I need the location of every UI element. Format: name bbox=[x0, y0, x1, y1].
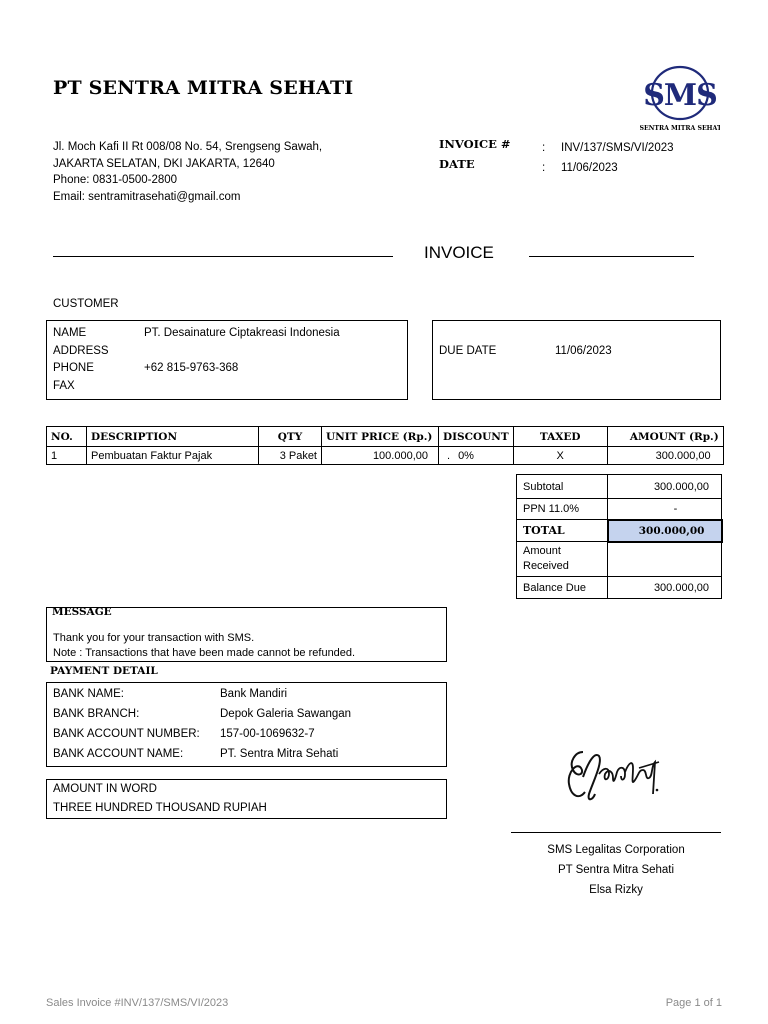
bank-branch-label: BANK BRANCH: bbox=[53, 708, 140, 720]
items-header-row bbox=[47, 427, 724, 447]
company-address bbox=[53, 139, 322, 173]
handwritten-signature-icon bbox=[555, 722, 675, 822]
row-description: Pembuatan Faktur Pajak bbox=[87, 447, 259, 465]
company-name: PT SENTRA MITRA SEHATI bbox=[53, 77, 354, 99]
amount-in-word-label: AMOUNT IN WORD bbox=[53, 783, 157, 795]
header-amount: AMOUNT (Rp.) bbox=[607, 427, 723, 447]
signature-entity: PT Sentra Mitra Sehati bbox=[557, 864, 675, 876]
customer-fax-label: FAX bbox=[53, 380, 75, 392]
logo-caption: SENTRA MITRA SEHATI bbox=[640, 125, 720, 132]
row-taxed: X bbox=[513, 447, 607, 465]
row-unit-price: 100.000,00 bbox=[322, 447, 439, 465]
message-title: MESSAGE bbox=[52, 606, 112, 618]
amount-received-label-2: Received bbox=[523, 560, 569, 572]
footer-invoice-ref: Sales Invoice #INV/137/SMS/VI/2023 bbox=[46, 997, 229, 1009]
due-date-label: DUE DATE bbox=[439, 345, 497, 357]
payment-detail-title: PAYMENT DETAIL bbox=[50, 665, 158, 677]
address-line-1: Jl. Moch Kafi II Rt 008/08 No. 54, Srengseng Sawah, bbox=[53, 141, 323, 153]
invoice-number-label: INVOICE # bbox=[439, 137, 511, 151]
title-rule-right bbox=[529, 256, 694, 257]
customer-phone-value: +62 815-9763-368 bbox=[144, 362, 239, 374]
bank-account-number-value: 157-00-1069632-7 bbox=[220, 728, 315, 740]
address-line-2: JAKARTA SELATAN, DKI JAKARTA, 12640 bbox=[53, 158, 275, 170]
signature-name: Elsa Rizky bbox=[589, 884, 643, 896]
invoice-number-colon: : bbox=[542, 142, 546, 154]
ppn-value: - bbox=[608, 499, 722, 520]
bank-account-name-value: PT. Sentra Mitra Sehati bbox=[220, 748, 339, 760]
header-qty: QTY bbox=[259, 427, 322, 447]
amount-in-word-box bbox=[46, 779, 447, 819]
subtotal-value: 300.000,00 bbox=[608, 475, 722, 499]
signature-block bbox=[511, 840, 721, 900]
invoice-number-value: INV/137/SMS/VI/2023 bbox=[561, 142, 674, 154]
customer-name-value: PT. Desainature Ciptakreasi Indonesia bbox=[144, 327, 340, 339]
row-amount: 300.000,00 bbox=[607, 447, 723, 465]
customer-section-label: CUSTOMER bbox=[53, 298, 119, 310]
bank-name-value: Bank Mandiri bbox=[220, 688, 288, 700]
balance-due-label: Balance Due bbox=[517, 577, 608, 599]
ppn-label: PPN 11.0% bbox=[517, 499, 608, 520]
sms-logo-icon bbox=[640, 60, 720, 135]
payment-detail-box bbox=[46, 682, 447, 767]
message-line-1: Thank you for your transaction with SMS. bbox=[53, 632, 255, 644]
amount-received-label-1: Amount bbox=[523, 545, 561, 557]
date-label: DATE bbox=[439, 157, 475, 171]
customer-box bbox=[46, 320, 408, 400]
row-qty: 3 Paket bbox=[259, 447, 322, 465]
due-date-box bbox=[432, 320, 721, 400]
amount-received-label bbox=[517, 542, 608, 577]
items-table bbox=[46, 426, 724, 465]
amount-received-value bbox=[608, 542, 722, 577]
message-line-2: Note : Transactions that have been made cannot be refunded. bbox=[53, 647, 356, 659]
signature-company: SMS Legalitas Corporation bbox=[547, 844, 685, 856]
customer-address-label: ADDRESS bbox=[53, 345, 109, 357]
row-discount-mark: . bbox=[447, 449, 451, 462]
header-no: NO. bbox=[47, 427, 87, 447]
row-discount-cell bbox=[439, 447, 514, 465]
row-discount: 0% bbox=[458, 449, 474, 462]
table-row bbox=[47, 447, 724, 465]
totals-table bbox=[516, 474, 723, 599]
title-rule-left bbox=[53, 256, 393, 257]
header-unit-price: UNIT PRICE (Rp.) bbox=[322, 427, 439, 447]
amount-in-word-value: THREE HUNDRED THOUSAND RUPIAH bbox=[53, 802, 267, 814]
total-value: 300.000,00 bbox=[608, 520, 722, 542]
balance-due-value: 300.000,00 bbox=[608, 577, 722, 599]
bank-account-number-label: BANK ACCOUNT NUMBER: bbox=[53, 728, 200, 740]
invoice-title: INVOICE bbox=[424, 243, 494, 262]
customer-phone-label: PHONE bbox=[53, 362, 94, 374]
signature-image bbox=[555, 722, 675, 822]
signature-line bbox=[511, 832, 721, 833]
subtotal-label: Subtotal bbox=[517, 475, 608, 499]
date-colon: : bbox=[542, 162, 546, 174]
bank-account-name-label: BANK ACCOUNT NAME: bbox=[53, 748, 184, 760]
date-value: 11/06/2023 bbox=[561, 162, 618, 174]
customer-name-label: NAME bbox=[53, 327, 87, 339]
header-description: DESCRIPTION bbox=[87, 427, 259, 447]
logo-text: SMS bbox=[643, 78, 717, 113]
total-label: TOTAL bbox=[517, 520, 608, 542]
row-no: 1 bbox=[47, 447, 87, 465]
company-email: Email: sentramitrasehati@gmail.com bbox=[53, 191, 241, 203]
due-date-value: 11/06/2023 bbox=[555, 345, 612, 357]
bank-branch-value: Depok Galeria Sawangan bbox=[220, 708, 352, 720]
header-taxed: TAXED bbox=[513, 427, 607, 447]
bank-name-label: BANK NAME: bbox=[53, 688, 124, 700]
company-logo bbox=[640, 60, 720, 135]
footer-page-number: Page 1 of 1 bbox=[665, 997, 722, 1009]
message-box bbox=[46, 607, 447, 662]
header-discount: DISCOUNT bbox=[439, 427, 514, 447]
company-phone: Phone: 0831-0500-2800 bbox=[53, 174, 178, 186]
